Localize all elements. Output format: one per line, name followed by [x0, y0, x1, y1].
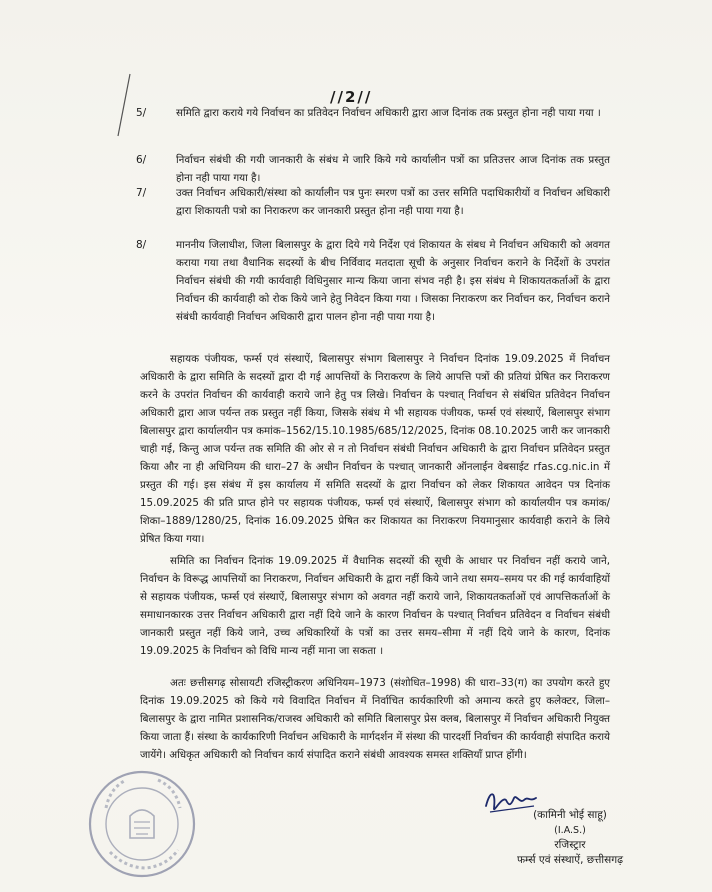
page-number: //2//: [330, 88, 373, 106]
signatory-office: फर्म्स एवं संस्थाऐं, छत्तीसगढ़: [516, 854, 624, 866]
signatory-block: [470, 808, 670, 868]
margin-tick-mark: [112, 70, 134, 140]
list-item-7: [136, 184, 610, 220]
item-number: 8/: [136, 239, 147, 251]
list-item-5: [136, 104, 610, 122]
item-text: निर्वाचन संबंधी की गयी जानकारी के संबंध मे जारि किये गये कार्यालीन पत्रों का प्रतिउत्तर आज दिनांक तक प्रस्तुत होना नही पाया गया है।: [176, 154, 610, 184]
signatory-name: (कामिनी भोई साहू): [533, 809, 607, 821]
signatory-service: (I.A.S.): [554, 825, 586, 836]
item-text: समिति द्वारा कराये गये निर्वाचन का प्रतिवेदन निर्वाचन अधिकारी द्वारा आज दिनांक तक प्रस्तुत होना नही पाया गया ।: [176, 107, 601, 119]
signatory-designation: रजिस्ट्रार: [554, 839, 586, 851]
item-text: माननीय जिलाधीश, जिला बिलासपुर के द्वारा दिये गये निर्देश एवं शिकायत के संबध मे निर्वाचन अधिकारी को अवगत कराया गया तथा वैधानिक सदस्यों के बीच निर्विवाद मतदाता सूची के अनुसार निर्वाचन कराने के निर्देशों के उपरांत निर्वाचन संबंधी की गयी कार्यवाही विधिनुसार मान्य किया जाना संभव नही है। इस संबंध मे शिकायतकर्ताओं के द्वारा निर्वाचन की कार्यवाही को रोक किये जाने हेतु निवेदन किया गया । जिसका निराकरण कर निर्वाचन कर, निर्वाचन कराने संबंधी कार्यवाही निर्वाचन अधिकारी द्वारा पालन होना नही पाया गया है।: [176, 239, 610, 323]
item-number: 6/: [136, 154, 147, 166]
paragraph-election-invalid: समिति का निर्वाचन दिनांक 19.09.2025 में वैधानिक सदस्यों की सूची के आधार पर निर्वाचन नहीं कराये जाने, निर्वाचन के विरूद्ध आपत्तियों का निराकरण, निर्वाचन अधिकारी के द्वारा नहीं किये जाने तथा समय–समय पर की गई कार्यवाहियों से सहायक पंजीयक, फर्म्स एवं संस्थाऐं, बिलासपुर संभाग को अवगत नहीं कराये जाने, शिकायतकर्ताओं एवं आपत्तिकर्ताओं के समाधानकारक उत्तर निर्वाचन अधिकारी द्वारा नहीं दिये जाने के कारण निर्वाचन के पश्चात् निर्वाचन प्रतिवेदन व निर्वाचन संबंधी जानकारी प्रस्तुत नहीं किये जाने, उच्च अधिकारियों के पत्रों का उत्तर समय–सीमा में नहीं दिये जाने के कारण, दिनांक 19.09.2025 के निर्वाचन को विधि मान्य नहीं माना जा सकता ।: [140, 555, 610, 657]
item-number: 5/: [136, 107, 147, 119]
office-seal: [86, 768, 198, 880]
list-item-6: [136, 151, 610, 187]
item-number: 7/: [136, 187, 147, 199]
paragraph-assistant-registrar: सहायक पंजीयक, फर्म्स एवं संस्थाऐं, बिलासपुर संभाग बिलासपुर ने निर्वाचन दिनांक 19.09.2025 में निर्वाचन अधिकारी के द्वारा समिति के सदस्यों द्वारा दी गई आपत्तियों के निराकरण के लिये आपत्ति पत्रों की प्रतियां प्रेषित कर निराकरण करने के उपरांत निर्वाचन की कार्यवाही कराये जाने हेतु पत्र लिखे। निर्वाचन के पश्चात् निर्वाचन से संबंधित प्रतिवेदन निर्वाचन अधिकारी द्वारा आज पर्यन्त तक प्रस्तुत नहीं किया, जिसके संबंध मे भी सहायक पंजीयक, फर्म्स एवं संस्थाऐं, बिलासपुर संभाग बिलासपुर द्वारा कार्यालयीन पत्र कमांक–1562/15.10.1985/685/12/2025, दिनांक 08.10.2025 जारी कर जानकारी चाही गई, किन्तु आज पर्यन्त तक समिति की ओर से न तो निर्वाचन संबंधी निर्वाचन अधिकारी के द्वारा निर्वाचन प्रतिवेदन प्रस्तुत किया और ना ही अधिनियम की धारा–27 के अधीन निर्वाचन के पश्चात् जानकारी ऑनलाईन वेबसाईट rfas.cg.nic.in में प्रस्तुत की गई। इस संबंध में इस कार्यालय में समिति सदस्यों के द्वारा निर्वाचन को लेकर शिकायत आवेदन पत्र दिनांक 15.09.2025 की प्रति प्राप्त होने पर सहायक पंजीयक, फर्म्स एवं संस्थाऐं, बिलासपुर संभाग को कार्यालयीन पत्र कमांक/शिका–1889/1280/25, दिनांक 16.09.2025 प्रेषित कर शिकायत का निराकरण नियमानुसार कार्यवाही कराने के लिये प्रेषित किया गया।: [140, 353, 610, 545]
paragraph-order: अतः छत्तीसगढ़ सोसायटी रजिस्ट्रीकरण अधिनियम–1973 (संशोधित–1998) की धारा–33(ग) का उपयोग करते हुए दिनांक 19.09.2025 को किये गये विवादित निर्वाचन में निर्वाचित कार्यकारिणी को अमान्य करते हुए कलेक्टर, जिला–बिलासपुर के द्वारा नामित प्रशासनिक/राजस्व अधिकारी को समिति बिलासपुर प्रेस क्लब, बिलासपुर में निर्वाचन अधिकारी नियुक्त किया जाता हैं। संस्था के कार्यकारिणी निर्वाचन अधिकारी के मार्गदर्शन में संस्था की पारदर्शी निर्वाचन की कार्यवाही संपादित कराये जायेंगे। अधिकृत अधिकारी को निर्वाचन कार्य संपादित कराने संबंधी आवश्यक समस्त शक्तियाँ प्राप्त होंगी।: [140, 677, 610, 761]
item-text: उक्त निर्वाचन अधिकारी/संस्था को कार्यालीन पत्र पुनः स्मरण पत्रों का उत्तर समिति पदाधिकारीयों व निर्वाचन अधिकारी द्वारा शिकायती पत्रो का निराकरण कर जानकारी प्रस्तुत होना नही पाया गया है।: [176, 187, 610, 217]
list-item-8: [136, 236, 610, 326]
